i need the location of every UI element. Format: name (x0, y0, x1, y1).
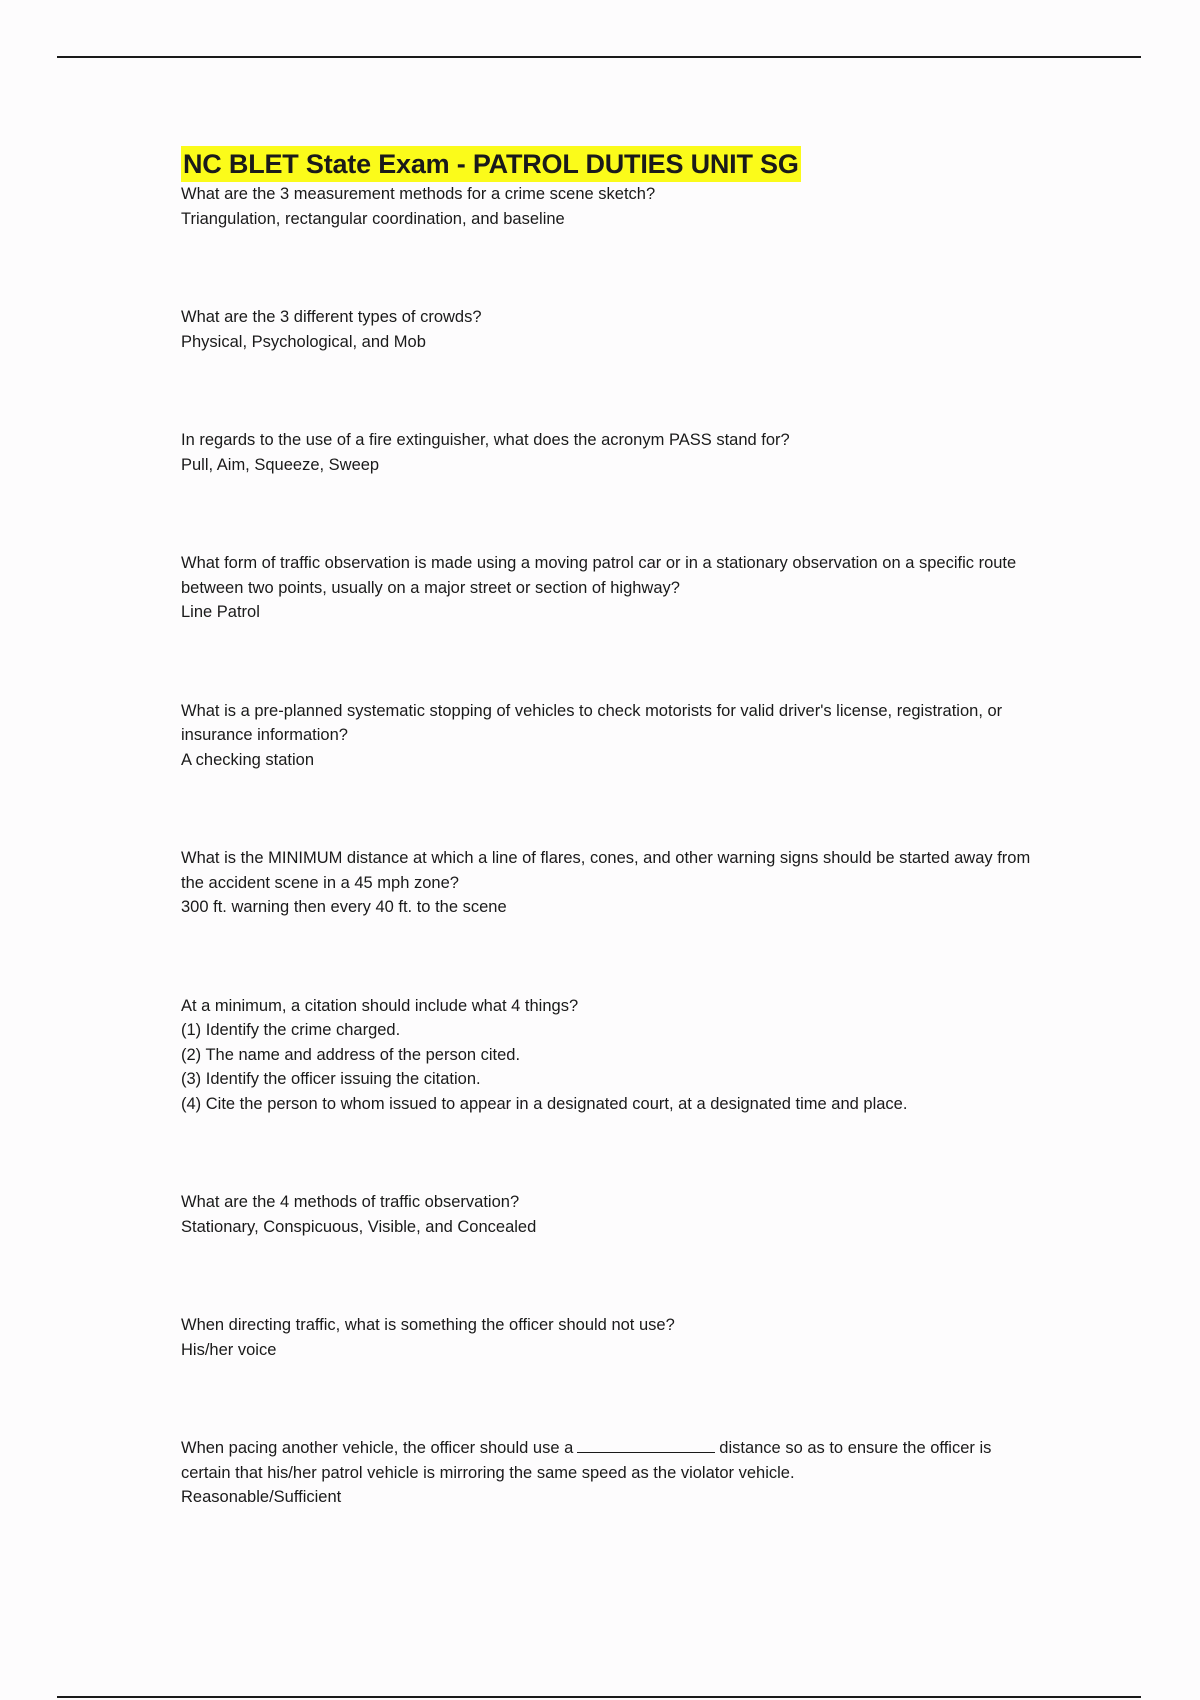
top-rule (57, 56, 1141, 58)
question: What is a pre-planned systematic stopping of vehicles to check motorists for valid driver's license, registration, or insurance information? (181, 701, 1003, 744)
answer: Triangulation, rectangular coordination, and baseline (181, 209, 565, 228)
question-part-2: distance so as to ensure the officer is certain that his/her patrol vehicle is mirroring the same speed as the violator vehicle. (181, 1439, 992, 1482)
qa-item-5 (181, 699, 1041, 773)
question: At a minimum, a citation should include what 4 things? (181, 996, 579, 1015)
question: What are the 3 different types of crowds? (181, 308, 482, 326)
qa-item-8 (181, 1190, 1041, 1239)
question-part-1: When pacing another vehicle, the officer should use a (181, 1439, 574, 1457)
answer: Physical, Psychological, and Mob (181, 332, 426, 351)
bottom-rule (57, 1696, 1141, 1698)
answer: 300 ft. warning then every 40 ft. to the scene (181, 898, 507, 916)
qa-item-10 (181, 1436, 1041, 1510)
question: When directing traffic, what is something the officer should not use? (181, 1316, 675, 1334)
answer-line: (1) Identify the crime charged. (181, 1021, 401, 1039)
question: What are the 3 measurement methods for a crime scene sketch? (181, 185, 656, 203)
qa-item-6 (181, 846, 1041, 920)
qa-item-7 (181, 994, 1041, 1117)
fill-in-blank (577, 1451, 715, 1453)
answer-line: (4) Cite the person to whom issued to appear in a designated court, at a designated time and place. (181, 1094, 908, 1113)
answer: Stationary, Conspicuous, Visible, and Concealed (181, 1217, 537, 1236)
document-body (181, 146, 1041, 1510)
answer: Line Patrol (181, 603, 260, 621)
question: In regards to the use of a fire extinguisher, what does the acronym PASS stand for? (181, 431, 790, 449)
qa-item-3 (181, 428, 1041, 477)
answer: His/her voice (181, 1340, 277, 1359)
answer: Pull, Aim, Squeeze, Sweep (181, 455, 380, 474)
question (181, 1436, 1041, 1485)
question: What is the MINIMUM distance at which a line of flares, cones, and other warning signs should be started away from the accident scene in a 45 mph zone? (181, 849, 1031, 892)
qa-item-2 (181, 305, 1041, 354)
answer: A checking station (181, 750, 314, 769)
qa-item-1 (181, 182, 1041, 231)
page-title: NC BLET State Exam - PATROL DUTIES UNIT SG (181, 146, 801, 182)
answer-line: (2) The name and address of the person cited. (181, 1045, 521, 1064)
question: What are the 4 methods of traffic observation? (181, 1193, 520, 1211)
qa-item-9 (181, 1313, 1041, 1362)
question: What form of traffic observation is made using a moving patrol car or in a stationary observation on a specific route between two points, usually on a major street or section of highway? (181, 554, 1017, 597)
answer: Reasonable/Sufficient (181, 1488, 342, 1506)
qa-item-4 (181, 551, 1041, 625)
answer-line: (3) Identify the officer issuing the citation. (181, 1070, 481, 1088)
